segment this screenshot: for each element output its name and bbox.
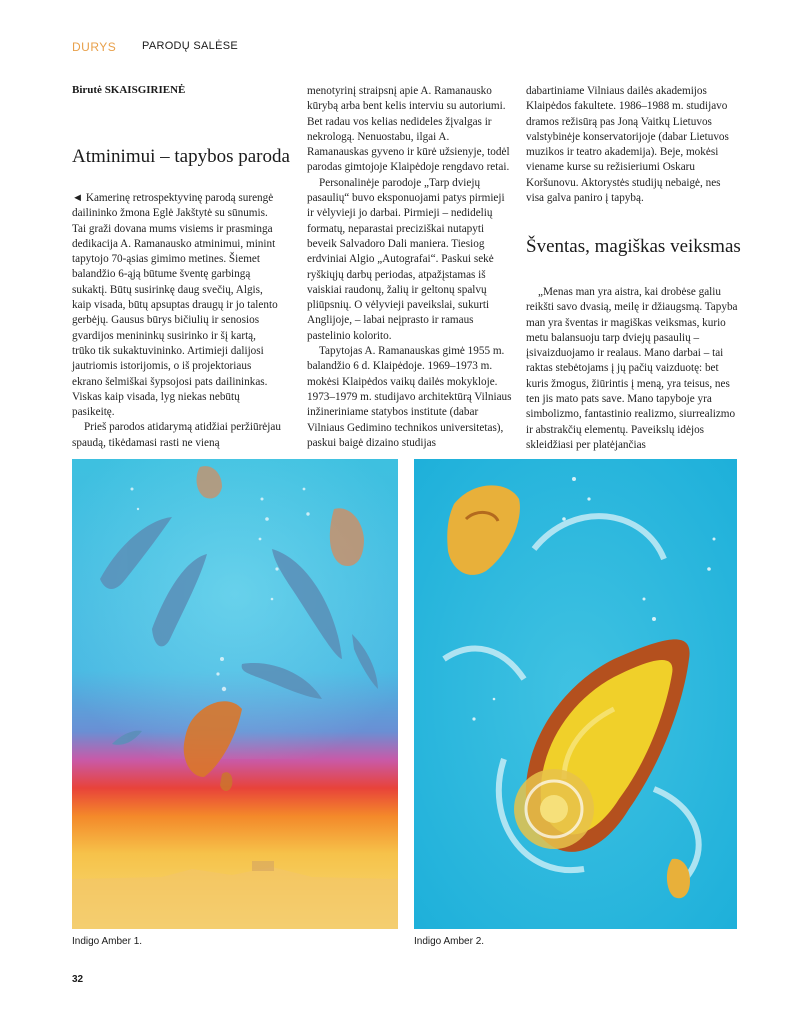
- caption-art-2: Indigo Amber 2.: [414, 936, 485, 947]
- article-title: Atminimui – tapybos paroda: [72, 146, 290, 167]
- column-3-top: [526, 84, 738, 206]
- painting-indigo-amber-2: [414, 459, 737, 929]
- paragraph: menotyrinį straipsnį apie A. Ramanausko kūrybą arba bent kelis interviu su autoriumi. Bet radau vos kelias nedideles žįvalgas ir nekrologą. Nenuostabu, ilgai A. Ramanauskas gyveno ir kūrė užsienyje, todėl parodas gimtojoje Klaipėdoje rengdavo retai.: [307, 85, 510, 174]
- painting-indigo-amber-1: [72, 459, 398, 929]
- column-3-bottom: [526, 285, 738, 453]
- paragraph: „Menas man yra aistra, kai drobėse galiu reikšti savo dvasią, meilę ir džiaugsmą. Tapyba man yra šventas ir magiškas veiksmas, kurio metu balansuoju tarp dviejų pasaulių – įsivaizduojamo ir realaus. Mano darbai – tai raktas stebėtojams į jų pačių vaizduotę: bet kuris žmogus, žiūrintis į meną, yra teisus, nes ten jis mato pats save. Mano tapyboje yra simbolizmo, fantastinio realizmo, siurrealizmo ir abstrakčių elementų. Paveikslų idėjos skleidžiasi per platėjančias: [526, 286, 738, 451]
- paragraph: Personalinėje parodoje „Tarp dviejų pasaulių“ buvo eksponuojami patys pirmieji ir vėlyvieji jo darbai. Pirmieji – nedidelių formatų, neparastai preciziškai nutapyti beveik Salvadoro Dali maniera. Tiesiog erdviniai Algio „Autografai“. Paskui sekė ryškiųjų darbų periodas, atpažįstamas iš vaiskiai raudonų, žalių ir geltonų spalvų pliūpsnių. O vėlyvieji paveikslai, sukurti Anglijoje, – labai neįprasto ir ramaus pastelinio kolorito.: [307, 176, 505, 342]
- paragraph: Prieš parodos atidarymą atidžiai peržiūrėjau spaudą, tikėdamasi rasti ne vieną: [72, 421, 281, 449]
- paragraph: dabartiniame Vilniaus dailės akademijos Klaipėdos fakultete. 1986–1988 m. studijavo dramos režisūrą pas Joną Vaitkų Lietuvos valstybinėje konservatorijoje (dabar Lietuvos muzikos ir teatro akademija). Beje, mokėsi viename kurse su režisieriumi Oskaru Koršunovu. Aktorystės studijų nebaigė, nes visa galva paniro į tapybą.: [526, 85, 729, 205]
- section-label: DURYS: [72, 40, 117, 54]
- section-title: PARODŲ SALĖSE: [142, 40, 239, 52]
- paragraph: ◄ Kamerinę retrospektyvinę parodą surengė dailininko žmona Eglė Jakštytė su sūnumis. Tai graži dovana mums visiems ir prasminga dedikacija A. Ramanausko atminimui, minint tapytojo 70-ąsias gimimo metines. Šiemet balandžio 6-ąją būtume šventę garbingą sukaktį. Būtų susirinkę daug svečių, Algis, kaip visada, būtų apsuptas draugų ir jo talento gerbėjų. Gausus būrys bičiulių ir senosios gvardijos menininkų susirinko ir šį kartą, trūko tik sukaktuvininko. Artimieji dalijosi jautriomis istorijomis, o iš projektoriaus ekrano šelmiškai šypsojosi pats dailininkas. Viskas kaip visada, lyg niekas nebūtų pasikeitę.: [72, 192, 278, 419]
- page-number: 32: [72, 974, 84, 985]
- column-2: [307, 84, 512, 451]
- caption-art-1: Indigo Amber 1.: [72, 936, 143, 947]
- paragraph: Tapytojas A. Ramanauskas gimė 1955 m. balandžio 6 d. Klaipėdoje. 1969–1973 m. mokėsi Klaipėdos vaikų dailės mokykloje. 1973–1979 m. studijavo architektūrą Vilniaus inžineriniame statybos institute (dabar Vilniaus Gedimino technikos universitetas), paskui baigė dizaino studijas: [307, 345, 512, 449]
- subheading: Šventas, magiškas veiksmas: [526, 236, 741, 257]
- author-name: Birutė SKAISGIRIENĖ: [72, 84, 186, 96]
- column-1: [72, 191, 282, 451]
